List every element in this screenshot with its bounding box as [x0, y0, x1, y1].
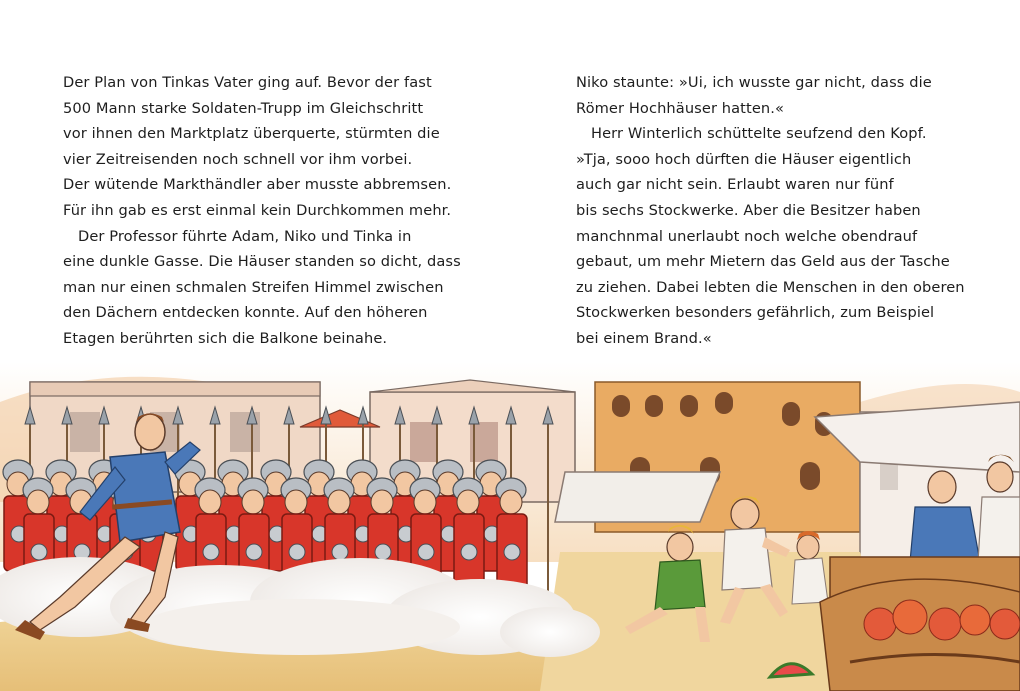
- text-line: gebaut, um mehr Mietern das Geld aus der Tasche: [576, 253, 950, 271]
- left-text-column: [63, 70, 461, 352]
- awning-left: [555, 472, 720, 522]
- text-line: »Tja, sooo hoch dürften die Häuser eigentlich: [576, 150, 912, 168]
- text-line: Herr Winterlich schüttelte seufzend den Kopf.: [591, 125, 927, 143]
- text-line: Für ihn gab es erst einmal kein Durchkommen mehr.: [63, 201, 452, 219]
- text-line: eine dunkle Gasse. Die Häuser standen so dicht, dass: [63, 253, 461, 271]
- text-line: auch gar nicht sein. Erlaubt waren nur fünf: [576, 176, 894, 194]
- text-line: man nur einen schmalen Streifen Himmel zwischen: [63, 278, 444, 296]
- text-line: Niko staunte: »Ui, ich wusste gar nicht, dass die: [576, 74, 932, 91]
- text-line: zu ziehen. Dabei lebten die Menschen in den oberen: [576, 278, 965, 296]
- text-line: Etagen berührten sich die Balkone beinahe.: [63, 329, 388, 347]
- text-line: Der Professor führte Adam, Niko und Tinka in: [78, 227, 412, 245]
- text-line: vier Zeitreisenden noch schnell vor ihm vorbei.: [63, 150, 413, 168]
- text-line: Stockwerken besonders gefährlich, zum Beispiel: [576, 304, 935, 322]
- roman-market-illustration: [0, 362, 1020, 691]
- soldier: [496, 478, 527, 589]
- text-line: den Dächern entdecken konnte. Auf den höheren: [63, 304, 428, 322]
- right-text-column: [576, 70, 971, 352]
- text-line: 500 Mann starke Soldaten-Trupp im Gleichschritt: [63, 99, 424, 117]
- soldier: [453, 478, 484, 589]
- text-line: Der wütende Markthändler aber musste abbremsen.: [63, 176, 452, 194]
- text-line: bis sechs Stockwerke. Aber die Besitzer haben: [576, 201, 921, 219]
- text-line: Römer Hochhäuser hatten.«: [576, 99, 785, 117]
- text-line: manchnmal unerlaubt noch welche obendrauf: [576, 227, 918, 245]
- fruit-basket: [820, 579, 1020, 691]
- text-line: Der Plan von Tinkas Vater ging auf. Bevor der fast: [63, 74, 432, 91]
- text-line: bei einem Brand.«: [576, 329, 712, 347]
- text-line: vor ihnen den Marktplatz überquerte, stürmten die: [63, 125, 440, 143]
